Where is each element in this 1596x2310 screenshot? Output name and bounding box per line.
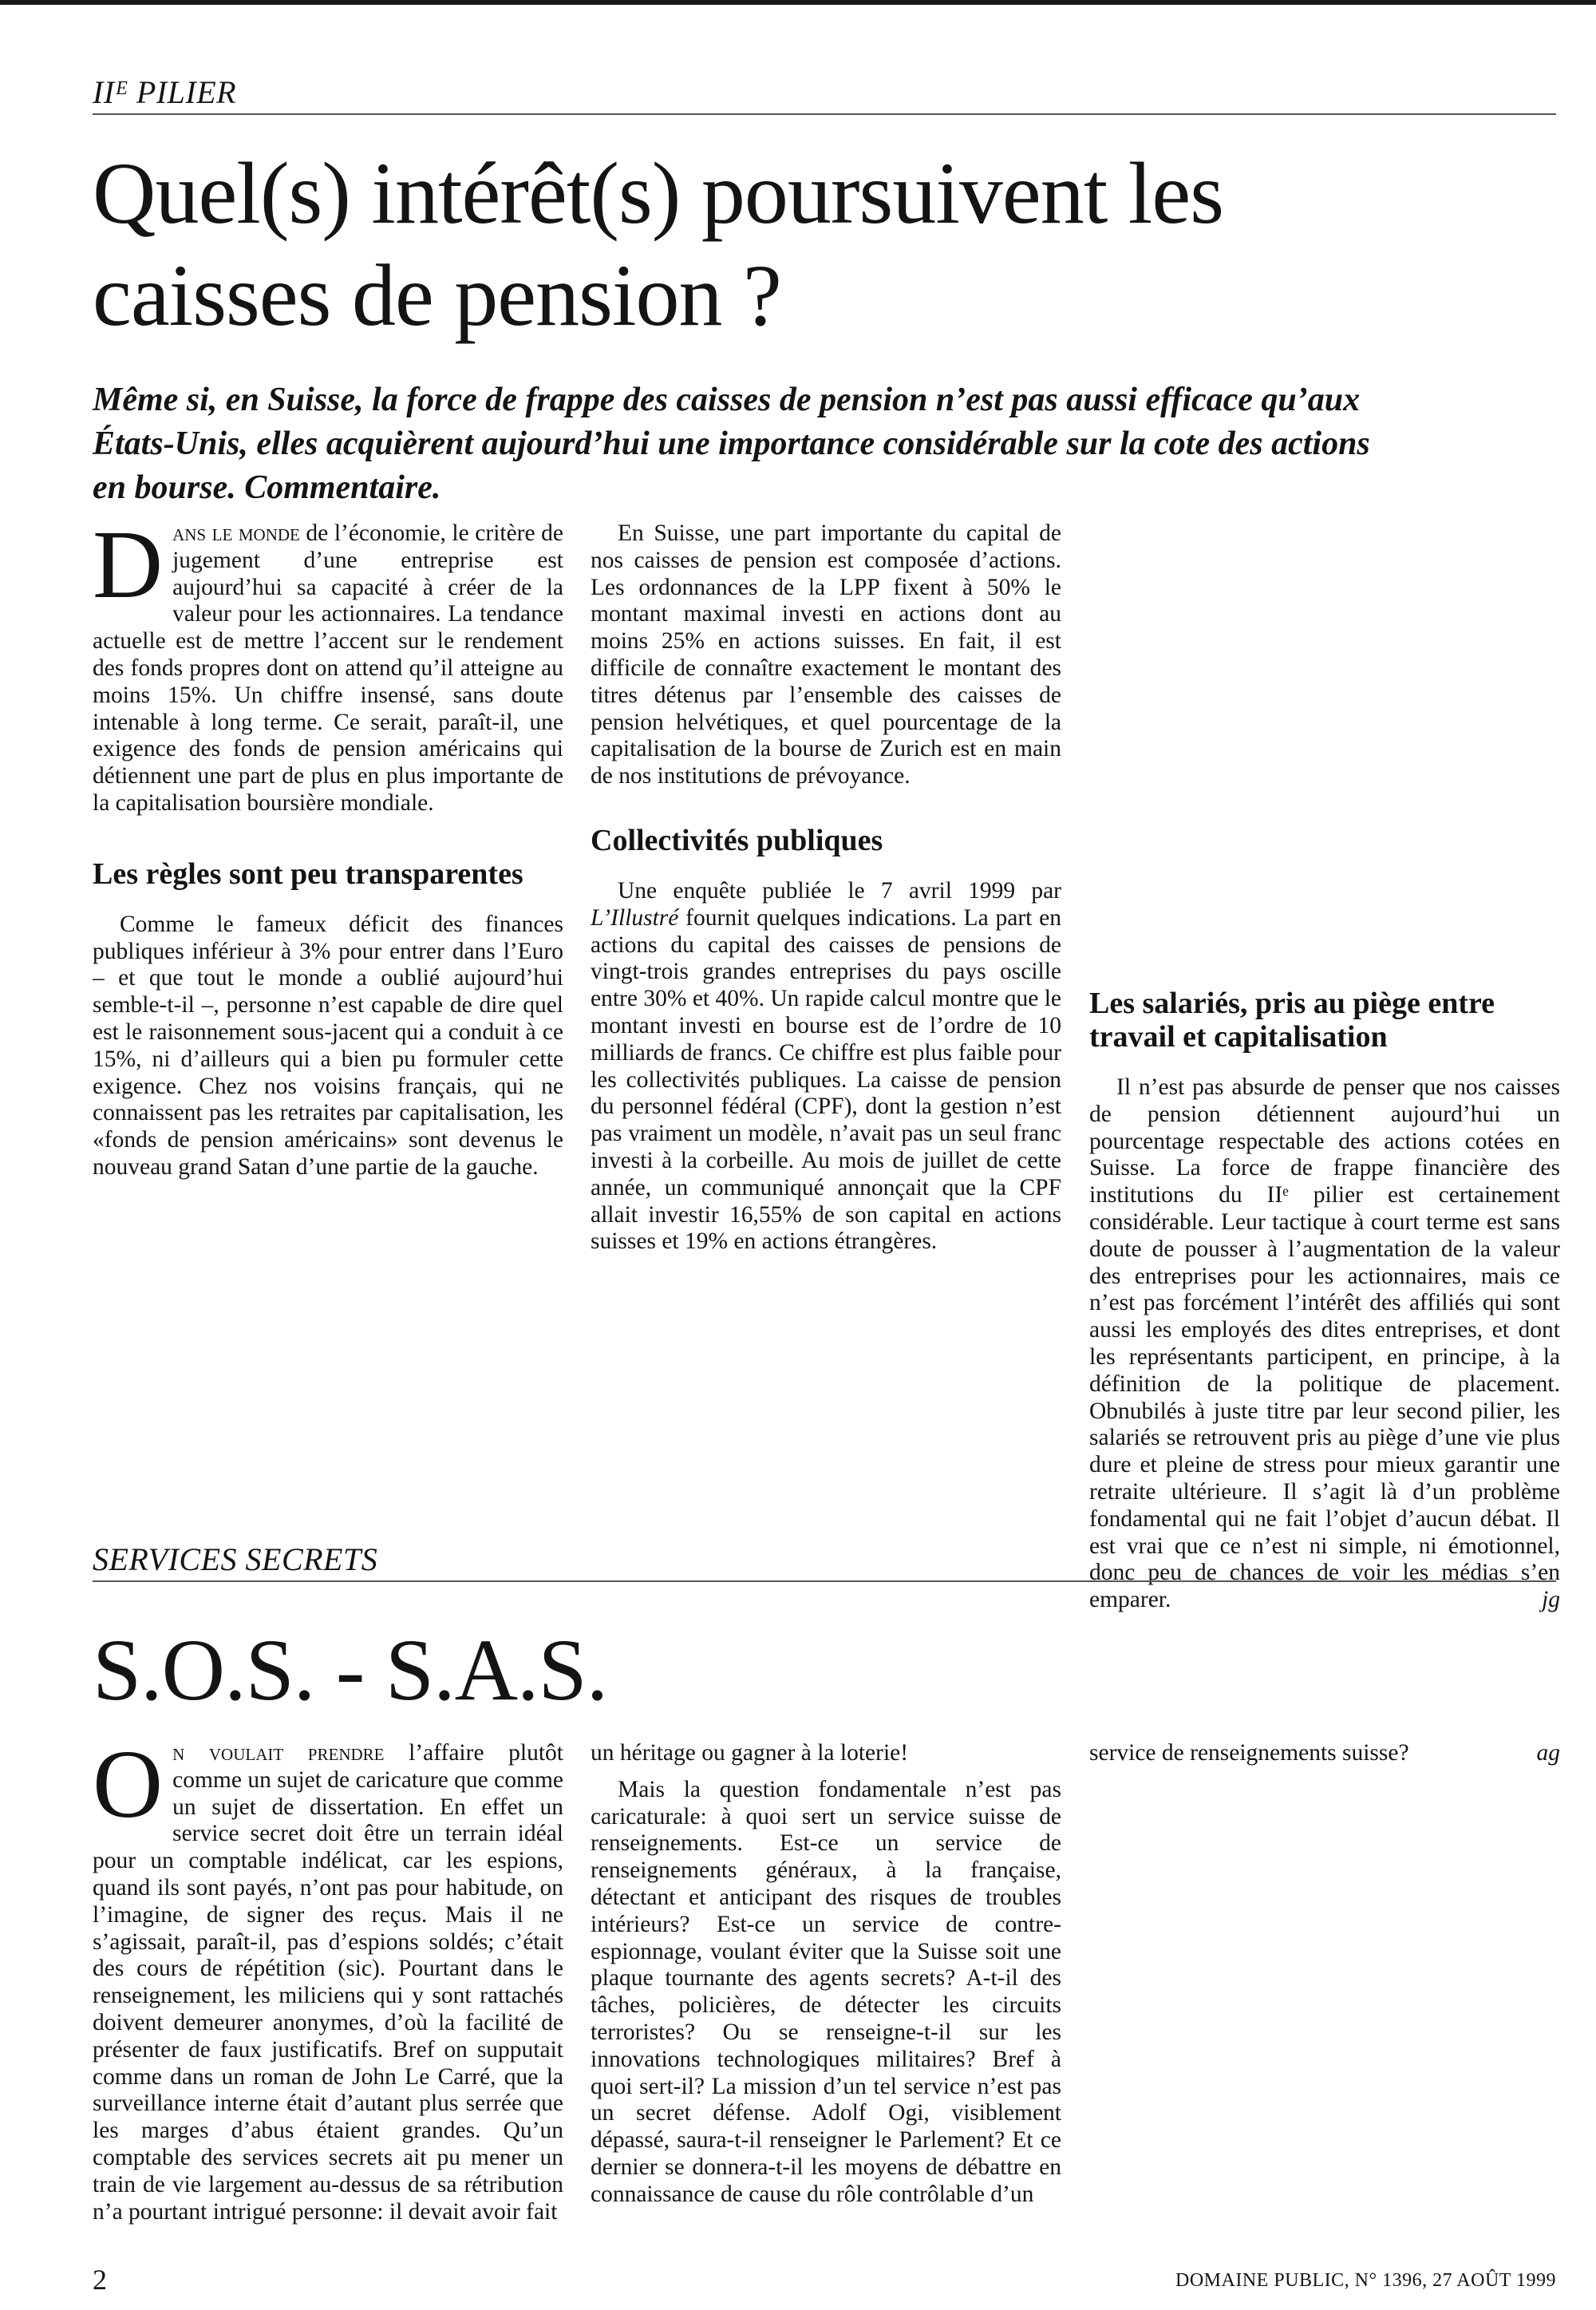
drop-cap: O [93, 1731, 164, 1838]
section-rubric: SERVICES SECRETS [93, 1541, 1556, 1582]
author-signature: jg [1542, 1587, 1560, 1613]
paragraph [591, 878, 1061, 1256]
paragraph-text: de l’économie, le critère de jugement d’une entreprise est aujourd’hui sa capacité à créer de la valeur pour les actionnaires. La tendance actuelle est de mettre l’accent sur le rendement des fonds propres dont on attend qu’il atteigne au moins 15%. Un chiffre insensé, sans doute intenable à long terme. Ce serait, paraît-il, une exigence des fonds de pension américains qui détiennent une part de plus en plus importante de la capitalisation boursière mondiale. [93, 520, 563, 816]
section-rubric: IIᴱ PILIER [93, 73, 1556, 115]
article2-column-2 [591, 1777, 1061, 2209]
subheading: Collectivités publiques [591, 823, 883, 857]
paragraph: Comme le fameux déficit des finances publiques inférieur à 3% pour entrer dans l’Euro – et que tout le monde a oublié aujourd’hui semble-t-il –, personne n’est capable de dire quel est le raisonnement sous-jacent qui a conduit à ce 15%, ni d’ailleurs qui a bien pu formuler cette exigence. Chez nos voisins français, qui ne connaissent pas les retraites par capitalisation, les «fonds de pension américains» sont devenus le nouveau grand Satan d’une partie de la gauche. [93, 911, 563, 1180]
article2-column-3 [1089, 1740, 1560, 1767]
article2-column-2-top [591, 1740, 1061, 1767]
title-line-1: Quel(s) intérêt(s) poursuivent les [93, 144, 1224, 242]
paragraph-text: Mais la question fondamentale n’est pas caricaturale: à quoi sert un service suisse de renseignements. Est-ce un service de renseignements généraux, à la française, détectant et anticipant des risques de troubles intérieurs? Est-ce un service de contre-espionnage, voulant éviter que la Suisse soit une plaque tournante des agents secrets? A-t-il des tâches, policières, de détecter les circuits terroristes? Ou se renseigne-t-il sur les innovations technologiques militaires? Bref à quoi sert-il? La mission d’un tel service n’est pas un secret défense. Adolf Ogi, visiblement dépassé, saura-t-il renseigner le Parlement? Et ce dernier se donnera-t-il les moyens de débattre en connaissance de cause du rôle contrôlable d’un [591, 1776, 1061, 2207]
paragraph-text: l’affaire plutôt comme un sujet de caricature que comme un sujet de dissertation. En effet un service secret doit être un terrain idéal pour un comptable indélicat, car les espions, quand ils sont payés, n’ont pas pour habitude, on l’imagine, de signer des reçus. Mais il ne s’agissait, paraît-il, pas d’espions soldés; c’était des cours de répétition (sic). Pourtant dans le renseignement, les miliciens qui y sont rattachés doivent demeurer anonymes, d’où la facilité de présenter de faux justificatifs. Bref on supputait comme dans un roman de John Le Carré, que la surveillance interne était d’autant plus serrée que les marges d’abus étaient grandes. Qu’un comptable des services secrets ait pu mener un train de vie largement au-dessus de sa rétribution n’a pourtant intrigué personne: il devait avoir fait [93, 1740, 563, 2225]
paragraph-intro [93, 1731, 563, 2225]
drop-cap: D [93, 511, 164, 619]
article1-column-3 [1089, 987, 1560, 1614]
top-rule [0, 0, 1596, 5]
paragraph [591, 1777, 1061, 2209]
title-line-2: caisses de pension ? [93, 247, 781, 344]
article-title: S.O.S. - S.A.S. [93, 1621, 608, 1719]
paragraph: En Suisse, une part importante du capital de nos caisses de pension est composée d’actions. Les ordonnances de la LPP fixent à 50% le montant maximal investi en actions dont au moins 25% en actions suisses. En fait, il est difficile de connaître exactement le montant des titres détenus par l’ensemble des caisses de pension helvétiques, et quel pourcentage de la capitalisation de la bourse de Zurich est en main de nos institutions de prévoyance. [591, 520, 1061, 789]
paragraph [1089, 1074, 1560, 1614]
lead-in-smallcaps: n voulait prendre [172, 1740, 385, 1766]
publication-footer: DOMAINE PUBLIC, N° 1396, 27 AOÛT 1999 [1175, 2270, 1556, 2291]
publication-name: L’Illustré [591, 904, 679, 931]
paragraph-text: fournit quelques indications. La part en actions du capital des caisses de pensions de vingt-trois grandes entreprises du pays oscille entre 30% et 40%. Un rapide calcul montre que le montant investi en bourse est de l’ordre de 10 milliards de francs. Ce chiffre est plus faible pour les collectivités publiques. La caisse de pension du personnel fédéral (CPF), dont la gestion n’est pas vraiment un modèle, n’avait pas un seul franc investi à la corbeille. Au mois de juillet de cette année, un communiqué annonçait que la CPF allait investir 16,55% de son capital en actions suisses et 19% en actions étrangères. [591, 904, 1061, 1255]
article-title [93, 142, 1556, 346]
paragraph-text: Il n’est pas absurde de penser que nos caisses de pension détiennent aujourd’hui un pourcentage respectable des actions cotées en Suisse. La force de frappe financière des institutions du IIᵉ pilier est certainement considérable. Leur tactique à court terme est sans doute de pousser à l’augmentation de la valeur des entreprises pour les actionnaires, mais ce n’est pas forcément l’intérêt des affiliés qui sont aussi les employés des dites entreprises, et dont les représentants participent, en principe, à la définition de la politique de placement. Obnubilés à juste titre par leur second pilier, les salariés se retrouvent pris au piège d’une vie plus dure et pleine de stress pour mieux garantir une retraite ultérieure. Il s’agit là d’un problème fondamental qui ne fait l’objet d’aucun débat. Il est vrai que ce n’est ni simple, ni émotionnel, donc peu de chances de voir les médias s’en emparer. [1089, 1074, 1560, 1613]
article1-column-1 [93, 511, 563, 1181]
article1-column-2 [591, 520, 1061, 1256]
author-signature: ag [1536, 1740, 1560, 1766]
page-number: 2 [93, 2264, 107, 2296]
paragraph-continued: service de renseignements suisse? ag [1089, 1740, 1560, 1766]
subheading: Les règles sont peu transparentes [93, 856, 523, 891]
paragraph-text: Une enquête publiée le 7 avril 1999 par [618, 877, 1061, 904]
lead-in-smallcaps: ans le monde [172, 520, 300, 546]
article-lead: Même si, en Suisse, la force de frappe des caisses de pension n’est pas aussi efficace qu’aux États-Unis, elles acquièrent aujourd’hui une importance considérable sur la cote des actions en bourse. Commentaire. [93, 382, 1370, 506]
paragraph-continued: un héritage ou gagner à la loterie! [591, 1740, 909, 1766]
article2-column-1 [93, 1731, 563, 2225]
paragraph-intro [93, 511, 563, 817]
subheading: Les salariés, pris au piège entre travail et capitalisation [1089, 987, 1495, 1054]
